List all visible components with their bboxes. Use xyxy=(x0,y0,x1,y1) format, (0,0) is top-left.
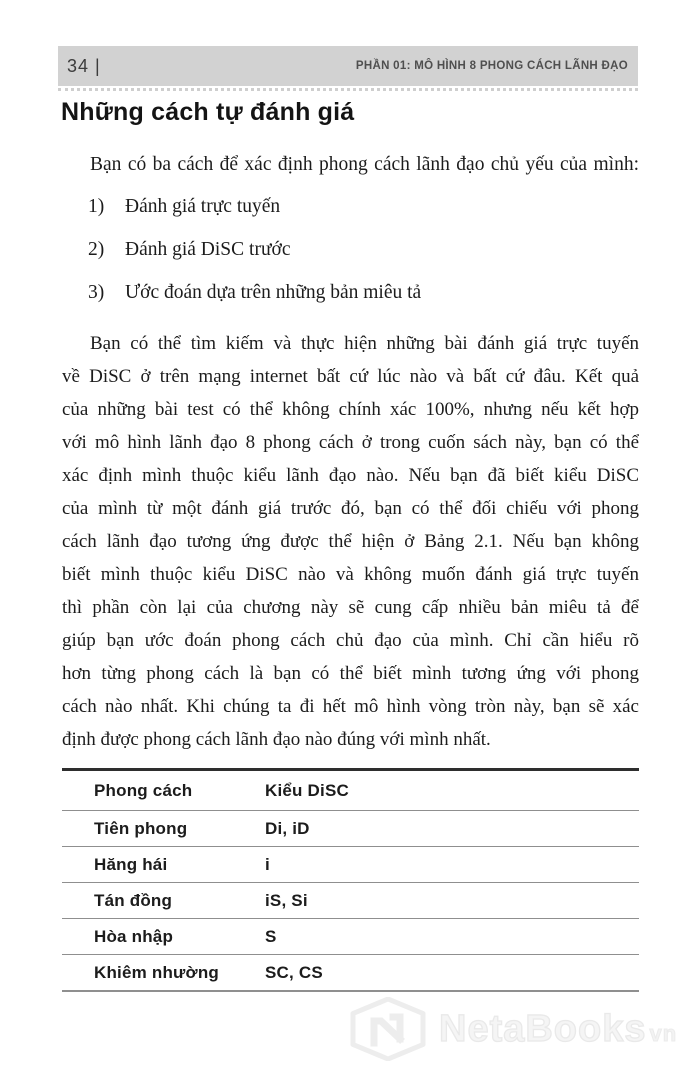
table-row xyxy=(62,847,639,883)
watermark-tld: vn xyxy=(649,1020,678,1046)
paragraph-line: cách nào nhất. Khi chúng ta đi hết mô hình vòng tròn này, bạn sẽ xác xyxy=(62,696,639,717)
table-header-disc-type: Kiểu DiSC xyxy=(265,780,349,800)
paragraph-line: về DiSC ở trên mạng internet bất cứ lúc nào và bất cứ đâu. Kết quả xyxy=(62,366,639,387)
table-header-row xyxy=(62,771,639,811)
disc-style-table xyxy=(62,768,639,992)
paragraph-line: Bạn có thể tìm kiếm và thực hiện những bài đánh giá trực tuyến xyxy=(90,333,639,354)
netabooks-watermark xyxy=(350,997,677,1061)
table-row xyxy=(62,955,639,992)
table-cell-disc-type: i xyxy=(265,854,270,874)
paragraph-line: với mô hình lãnh đạo 8 phong cách ở trong cuốn sách này, bạn có thể xyxy=(62,432,639,453)
paragraph-line: xác định mình thuộc kiểu lãnh đạo nào. Nếu bạn đã biết kiểu DiSC xyxy=(62,465,639,486)
table-cell-disc-type: Di, iD xyxy=(265,818,310,838)
netabooks-hexagon-logo-icon xyxy=(350,997,426,1061)
list-item xyxy=(88,194,638,219)
table-header-style: Phong cách xyxy=(94,780,193,800)
list-item-text: Đánh giá trực tuyến xyxy=(125,196,281,217)
table-cell-style: Tiên phong xyxy=(94,818,188,838)
paragraph-line: của những bài test có thể không chính xác 100%, nhưng nếu kết hợp xyxy=(62,399,639,420)
list-item-text: Ước đoán dựa trên những bản miêu tả xyxy=(125,282,422,303)
list-item-marker: 2) xyxy=(88,239,105,260)
paragraph-line: của mình từ một đánh giá trước đó, bạn có thể đối chiếu với phong xyxy=(62,498,639,519)
table-cell-disc-type: iS, Si xyxy=(265,890,308,910)
paragraph-line: định được phong cách lãnh đạo nào đúng với mình nhất. xyxy=(62,729,491,750)
table-cell-style: Tán đồng xyxy=(94,890,173,910)
section-title: Những cách tự đánh giá xyxy=(61,98,355,126)
watermark-brand-text xyxy=(439,1008,677,1051)
table-row xyxy=(62,811,639,847)
list-item xyxy=(88,237,638,262)
list-item-marker: 3) xyxy=(88,282,105,303)
table-cell-style: Hăng hái xyxy=(94,854,168,874)
intro-paragraph: Bạn có ba cách để xác định phong cách lãnh đạo chủ yếu của mình: xyxy=(90,154,639,175)
list-item-marker: 1) xyxy=(88,196,105,217)
paragraph-line: giúp bạn ước đoán phong cách chủ đạo của mình. Chỉ cần hiểu rõ xyxy=(62,630,639,651)
table-cell-style: Khiêm nhường xyxy=(94,962,220,982)
table-cell-disc-type: SC, CS xyxy=(265,962,323,982)
table-row xyxy=(62,883,639,919)
paragraph-line: hơn từng phong cách là bạn có thể biết mình tương ứng với phong xyxy=(62,663,639,684)
table-row xyxy=(62,919,639,955)
paragraph-line: biết mình thuộc kiểu DiSC nào và không muốn đánh giá trực tuyến xyxy=(62,564,639,585)
table-cell-disc-type: S xyxy=(265,926,277,946)
assessment-options-list xyxy=(88,194,638,323)
paragraph-line: thì phần còn lại của chương này sẽ cung cấp nhiều bản miêu tả để xyxy=(62,597,639,618)
chapter-header: PHẦN 01: MÔ HÌNH 8 PHONG CÁCH LÃNH ĐẠO xyxy=(355,60,628,72)
paragraph-line: cách lãnh đạo tương ứng được thể hiện ở Bảng 2.1. Nếu bạn không xyxy=(62,531,639,552)
list-item-text: Đánh giá DiSC trước xyxy=(125,239,291,260)
watermark-brand: NetaBooks xyxy=(439,1007,647,1050)
list-item xyxy=(88,280,638,305)
running-header xyxy=(58,46,638,86)
page-number: 34 | xyxy=(67,55,101,76)
body-paragraph xyxy=(62,327,639,756)
table-cell-style: Hòa nhập xyxy=(94,926,174,946)
